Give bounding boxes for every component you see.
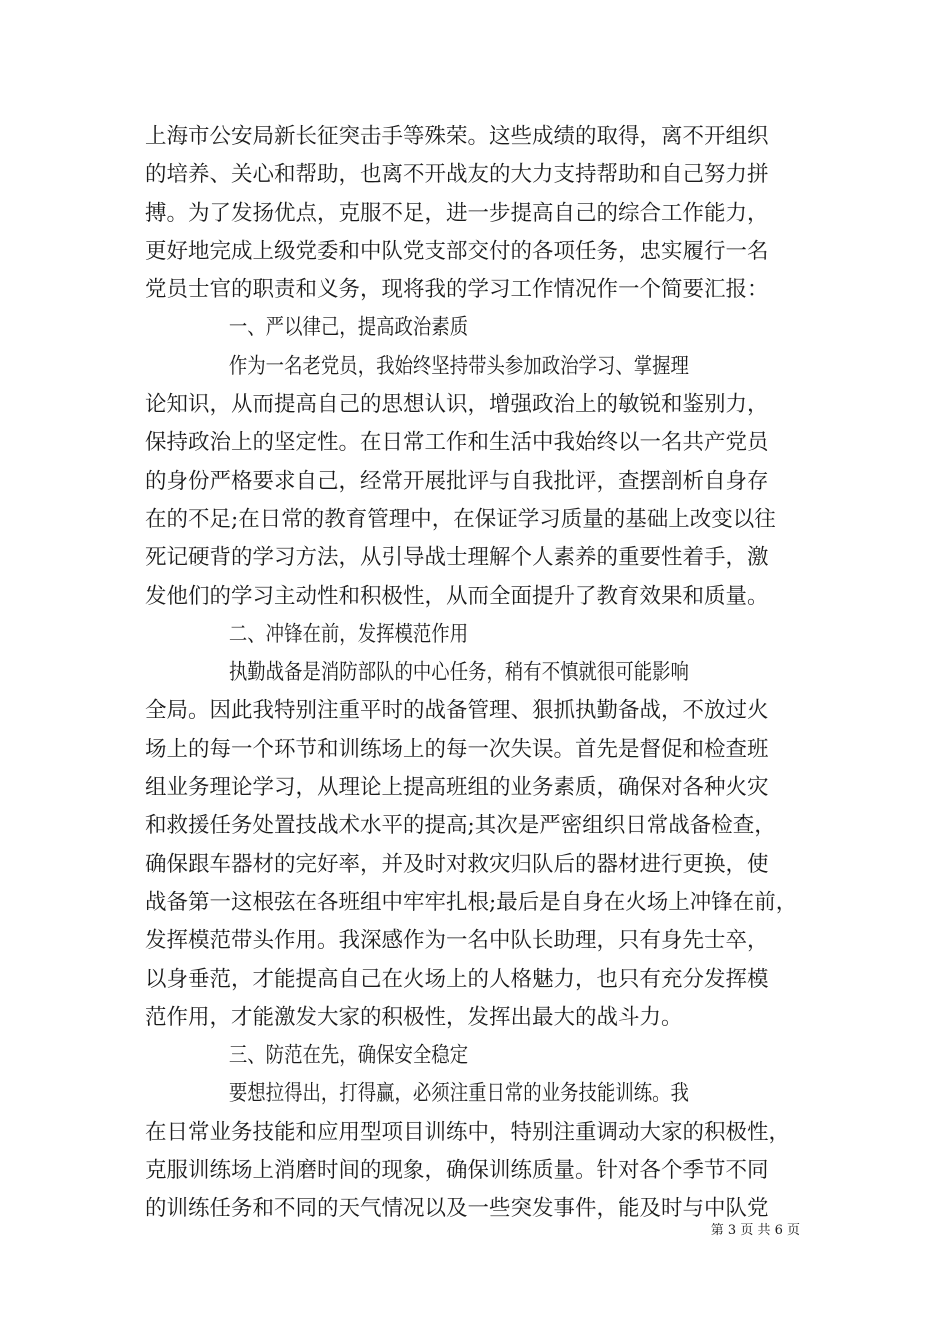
section-heading: 三、防范在先，确保安全稳定: [228, 1043, 469, 1069]
text-line: 搏。为了发扬优点，克服不足，进一步提高自己的综合工作能力，: [145, 200, 769, 226]
section-heading: 二、冲锋在前，发挥模范作用: [228, 621, 469, 647]
text-line: 保持政治上的坚定性。在日常工作和生活中我始终以一名共产党员: [145, 430, 769, 456]
text-line: 的训练任务和不同的天气情况以及一些突发事件，能及时与中队党: [145, 1196, 769, 1222]
text-line: 和救援任务处置技战术水平的提高;其次是严密组织日常战备检查，: [145, 813, 776, 839]
text-line: 执勤战备是消防部队的中心任务，稍有不慎就很可能影响: [228, 660, 689, 686]
text-line: 在的不足;在日常的教育管理中，在保证学习质量的基础上改变以往: [145, 506, 776, 532]
text-line: 克服训练场上消磨时间的现象，确保训练质量。针对各个季节不同: [145, 1158, 769, 1184]
text-line: 全局。因此我特别注重平时的战备管理、狠抓执勤备战，不放过火: [145, 698, 769, 724]
text-line: 论知识，从而提高自己的思想认识，增强政治上的敏锐和鉴别力，: [145, 392, 769, 418]
text-line: 场上的每一个环节和训练场上的每一次失误。首先是督促和检查班: [145, 736, 769, 762]
page-number-footer: 第 3 页 共 6 页: [710, 1223, 800, 1238]
text-line: 的培养、关心和帮助，也离不开战友的大力支持帮助和自己努力拼: [145, 162, 769, 188]
section-heading: 一、严以律己，提高政治素质: [228, 315, 469, 341]
text-line: 作为一名老党员，我始终坚持带头参加政治学习、掌握理: [228, 353, 689, 379]
text-line: 党员士官的职责和义务，现将我的学习工作情况作一个简要汇报：: [145, 277, 769, 303]
text-line: 范作用，才能激发大家的积极性，发挥出最大的战斗力。: [145, 1004, 683, 1030]
text-line: 发挥模范带头作用。我深感作为一名中队长助理，只有身先士卒，: [145, 928, 769, 954]
document-body: [145, 118, 825, 1229]
text-line: 在日常业务技能和应用型项目训练中，特别注重调动大家的积极性，: [145, 1119, 791, 1145]
text-line: 发他们的学习主动性和积极性，从而全面提升了教育效果和质量。: [145, 583, 769, 609]
text-line: 组业务理论学习，从理论上提高班组的业务素质，确保对各种火灾: [145, 775, 769, 801]
text-line: 要想拉得出，打得赢，必须注重日常的业务技能训练。我: [228, 1081, 689, 1107]
text-line: 以身垂范，才能提高自己在火场上的人格魅力，也只有充分发挥模: [145, 966, 769, 992]
text-line: 死记硬背的学习方法，从引导战士理解个人素养的重要性着手，激: [145, 545, 769, 571]
text-line: 更好地完成上级党委和中队党支部交付的各项任务，忠实履行一名: [145, 238, 769, 264]
text-line: 的身份严格要求自己，经常开展批评与自我批评，查摆剖析自身存: [145, 468, 769, 494]
text-line: 战备第一这根弦在各班组中牢牢扎根;最后是自身在火场上冲锋在前，: [145, 889, 798, 915]
text-line: 上海市公安局新长征突击手等殊荣。这些成绩的取得，离不开组织: [145, 124, 769, 149]
text-line: 确保跟车器材的完好率，并及时对救灾归队后的器材进行更换，使: [145, 851, 769, 877]
